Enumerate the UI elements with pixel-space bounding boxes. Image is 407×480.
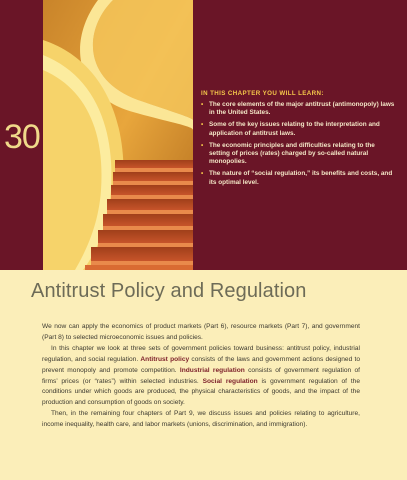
chapter-intro [42, 322, 360, 431]
paragraph-text: In this chapter we look at three sets of government policies toward business: antitrust policy, industrial regulation, and social regulation. [42, 344, 360, 363]
bullet-icon: • [201, 141, 204, 149]
list-item [201, 121, 396, 137]
paragraph-text: consists of the laws and government actions designed to prevent monopoly and promote competition. [42, 355, 360, 374]
staircase-photo [43, 0, 193, 270]
paragraph: We now can apply the economics of product markets (Part 6), resource markets (Part 7), and government (Part 8) to selected microeconomic issues and policies. [42, 323, 360, 341]
chapter-title: Antitrust Policy and Regulation [31, 280, 307, 302]
learning-objectives [201, 90, 396, 191]
list-item-text: The economic principles and difficulties relating to the setting of prices (rates) charged by so-called natural monopolies. [209, 141, 375, 166]
list-item-text: Some of the key issues relating to the interpretation and application of antitrust laws. [209, 121, 380, 137]
paragraph [42, 344, 360, 409]
learning-objectives-heading: IN THIS CHAPTER YOU WILL LEARN: [201, 90, 324, 97]
paragraph-text: is government regulation of the conditions under which goods are produced, the physical characteristics of goods, and the impact of the production and consumption of goods on society. [42, 377, 360, 407]
list-item-text: The nature of “social regulation,” its benefits and costs, and its optimal level. [209, 170, 393, 186]
key-term: Antitrust policy [140, 355, 190, 363]
list-item [201, 142, 396, 167]
list-item-text: The core elements of the major antitrust (antimonopoly) laws in the United States. [209, 101, 395, 117]
bullet-icon: • [201, 121, 204, 129]
bullet-icon: • [201, 101, 204, 108]
list-item [201, 170, 396, 186]
learning-objectives-list [201, 101, 396, 187]
paragraph: Then, in the remaining four chapters of Part 9, we discuss issues and policies relating to agriculture, income inequality, health care, and labor markets (unions, discrimination, and immigration). [42, 410, 360, 429]
list-item [201, 101, 396, 117]
bullet-icon: • [201, 170, 204, 178]
key-term: Industrial regulation [179, 366, 245, 374]
key-term: Social regulation [202, 377, 258, 385]
paragraph-text: consists of government regulation of firms’ prices (or “rates”) within selected industries. [42, 366, 360, 385]
chapter-number: 30 [4, 118, 40, 156]
